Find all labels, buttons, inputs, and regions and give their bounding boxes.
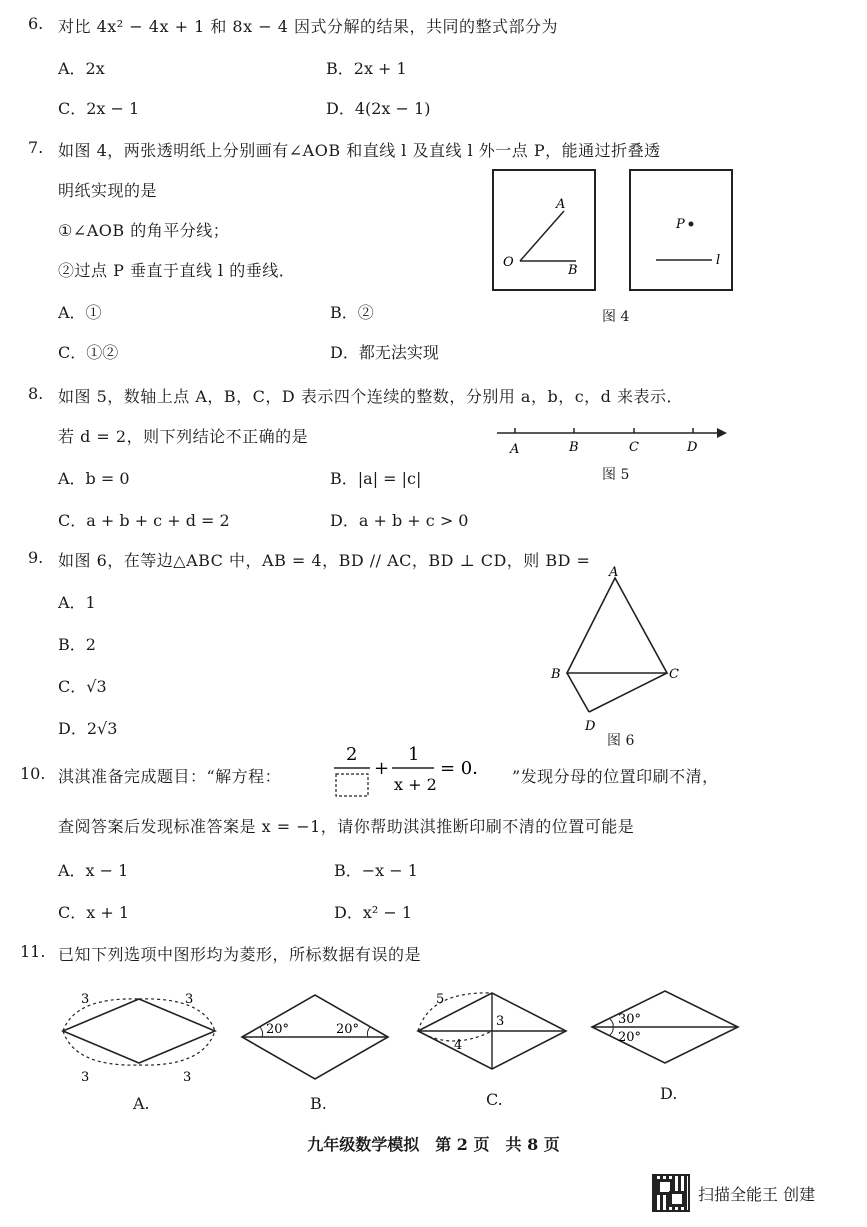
label-a: A [556,197,566,212]
angle-b-2: 20° [336,1022,360,1037]
q7-number: 7. [28,138,44,157]
q9-option-a: A．1 [58,593,96,612]
q6-stem: 对比 4x² − 4x + 1 和 8x − 4 因式分解的结果，共同的整式部分为 [58,17,558,36]
rhombus-figure-b [238,985,398,1090]
segment-bd [567,673,589,712]
paper-left [493,170,595,290]
q8-number: 8. [28,384,44,403]
q11-number: 11. [20,942,46,961]
label-l: l [716,253,721,268]
q7-option-c: C．①② [58,343,119,362]
q8-stem-line1: 如图 5，数轴上点 A，B，C，D 表示四个连续的整数，分别用 a，b，c，d 来表示． [58,387,683,406]
q7-stem-line1: 如图 4，两张透明纸上分别画有∠AOB 和直线 l 及直线 l 外一点 P，能通过折叠透 [58,141,661,160]
angle-arc-d-1 [610,1019,613,1027]
axis-arrow [717,428,727,438]
label-c: C [669,667,679,682]
scanner-watermark: 扫描全能王 创建 [698,1185,816,1204]
eq-numerator-2: 1 [408,744,420,765]
figure-4 [490,166,740,296]
eq-blurred-denominator [336,774,368,796]
rhombus-figure-a [55,985,225,1090]
q8-option-a: A．b = 0 [58,469,130,488]
label-d: D [585,719,596,734]
label-p: P [676,217,685,232]
figure-a-label: A. [133,1094,150,1113]
point-p [689,222,694,227]
axis-label-c: C [629,440,639,455]
page-footer: 九年级数学模拟 第 2 页 共 8 页 [307,1135,560,1154]
triangle-abc [567,578,667,673]
q6-option-c: C．2x − 1 [58,99,140,118]
figure-b-label: B. [310,1094,327,1113]
q10-stem-line2: 查阅答案后发现标准答案是 x = −1，请你帮助淇淇推断印刷不清的位置可能是 [58,817,635,836]
q8-option-b: B．|a| = |c| [330,469,422,488]
q9-stem: 如图 6，在等边△ABC 中，AB = 4，BD // AC，BD ⊥ CD，则 BD = [58,551,591,570]
figure-d-label: D. [660,1084,678,1103]
figure-4-caption: 图 4 [602,309,630,325]
mark-c-horizontal: 4 [454,1038,463,1053]
q8-option-d: D．a + b + c > 0 [330,511,469,530]
mark-a-3: 3 [81,1070,90,1085]
ray-oa [520,211,564,261]
q8-option-c: C．a + b + c + d = 2 [58,511,230,530]
q7-item-2: ②过点 P 垂直于直线 l 的垂线． [58,261,296,280]
q6-option-b: B．2x + 1 [326,59,407,78]
axis-label-b: B [569,440,579,455]
label-o: O [503,255,514,270]
mark-a-4: 3 [183,1070,192,1085]
mark-c-side: 5 [436,992,445,1007]
q7-stem-line2: 明纸实现的是 [58,181,158,200]
q9-option-c: C．√3 [58,677,107,696]
eq-rhs: = 0． [440,758,491,779]
q9-option-b: B．2 [58,635,96,654]
q6-number: 6. [28,14,44,33]
q10-option-a: A．x − 1 [58,861,129,880]
q10-stem-post: ”发现分母的位置印刷不清， [512,767,719,786]
label-b: B [551,667,561,682]
axis-label-d: D [687,440,698,455]
label-a: A [609,565,619,580]
axis-label-a: A [510,442,520,457]
q10-option-b: B．−x − 1 [334,861,418,880]
q6-option-a: A．2x [58,59,105,78]
angle-arc-b-1 [260,1027,263,1037]
q7-option-a: A．① [58,303,102,322]
figure-c-label: C. [486,1090,503,1109]
angle-arc-b-2 [367,1027,370,1037]
eq-plus: + [374,758,390,779]
q7-item-1: ①∠AOB 的角平分线； [58,221,230,240]
eq-numerator-1: 2 [346,744,358,765]
q9-number: 9. [28,548,44,567]
q6-option-d: D．4(2x − 1) [326,99,431,118]
eq-denominator-2: x + 2 [394,775,437,794]
q8-stem-line2: 若 d = 2，则下列结论不正确的是 [58,427,309,446]
q9-option-d: D．2√3 [58,719,118,738]
rhombus-figure-d [588,985,743,1085]
mark-a-1: 3 [81,992,90,1007]
rhombus-a [63,999,215,1063]
figure-6-caption: 图 6 [607,733,635,749]
angle-d-1: 30° [618,1012,642,1027]
q7-option-b: B．② [330,303,374,322]
q7-option-d: D．都无法实现 [330,343,439,362]
angle-arc-d-2 [610,1027,613,1035]
q10-number: 10. [20,764,46,783]
q10-equation [330,738,510,800]
q10-stem-pre: 淇淇准备完成题目：“解方程： [58,767,282,786]
figure-6 [545,560,695,740]
mark-c-vertical: 3 [496,1014,505,1029]
label-b: B [568,263,578,278]
q10-option-d: D．x² − 1 [334,903,413,922]
figure-5-caption: 图 5 [602,467,630,483]
q10-option-c: C．x + 1 [58,903,130,922]
mark-a-2: 3 [185,992,194,1007]
figure-5-number-line [495,420,735,462]
rhombus-figure-c [412,985,577,1090]
angle-d-2: 20° [618,1030,642,1045]
angle-b-1: 20° [266,1022,290,1037]
q11-stem: 已知下列选项中图形均为菱形，所标数据有误的是 [58,945,422,964]
segment-cd [589,673,667,712]
qr-code-icon [652,1174,690,1212]
